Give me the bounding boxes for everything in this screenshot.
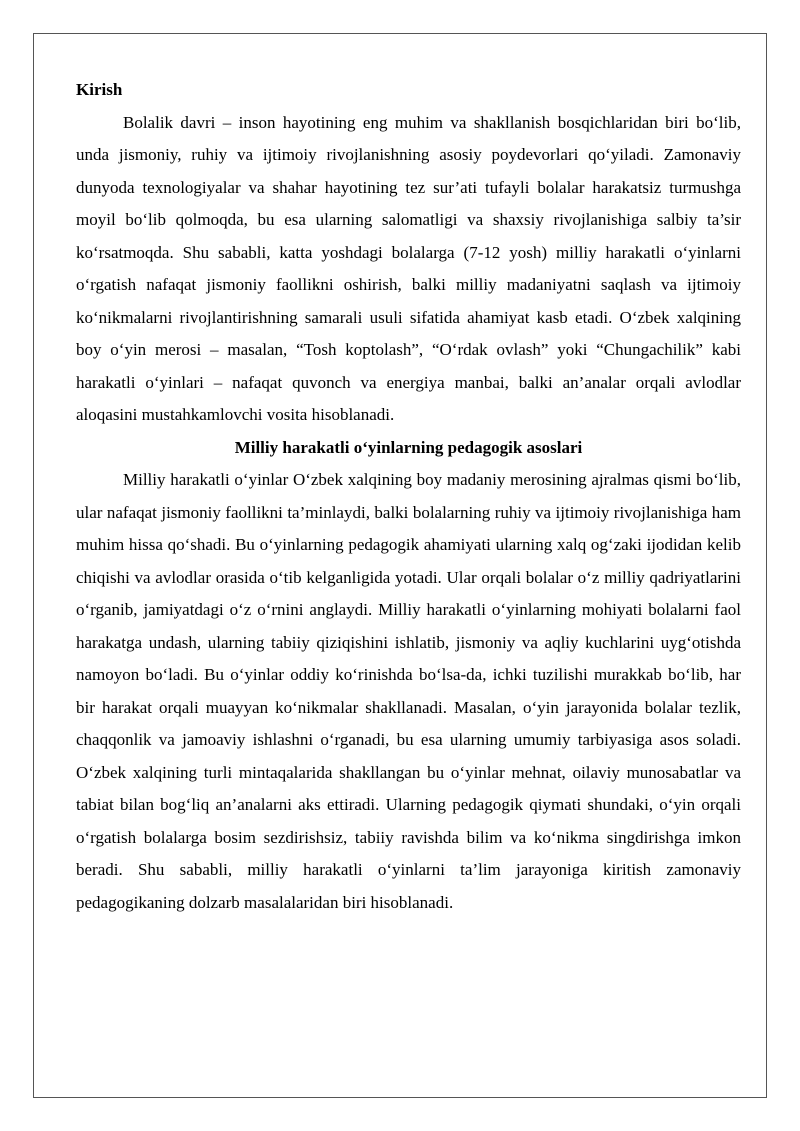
section-heading: Milliy harakatli o‘yinlarning pedagogik asoslari — [234, 437, 583, 457]
intro-paragraph: Bolalik davri – inson hayotining eng muhim va shakllanish bosqichlaridan biri bo‘lib, unda jismoniy, ruhiy va ijtimoiy rivojlanishning asosiy poydevorlari qo‘yiladi. Zamonaviy dunyoda texnologiyalar va shahar hayotining tez sur’ati tufayli bolalar harakatsiz turmushga moyil bo‘lib qolmoqda, bu esa ularning salomatligi va shaxsiy rivojlanishiga salbiy ta’sir ko‘rsatmoqda. Shu sababli, katta yoshdagi bolalarga (7-12 yosh) milliy harakatli o‘yinlarni o‘rgatish nafaqat jismoniy faollikni oshirish, balki milliy madaniyatni saqlash va ijtimoiy ko‘nikmalarni rivojlantirishning samarali usuli sifatida ahamiyat kasb etadi. O‘zbek xalqining boy o‘yin merosi – masalan, “Tosh koptolash”, “O‘rdak ovlash” yoki “Chungachilik” kabi harakatli o‘yinlari – nafaqat quvonch va energiya manbai, balki an’analar orqali avlodlar aloqasini mustahkamlovchi vosita hisoblanadi. — [76, 112, 741, 424]
document-body — [76, 74, 741, 919]
intro-heading: Kirish — [76, 80, 123, 99]
section-paragraph: Milliy harakatli o‘yinlar O‘zbek xalqining boy madaniy merosining ajralmas qismi bo‘lib, ular nafaqat jismoniy faollikni ta’minlaydi, balki bolalarning ruhiy va ijtimoiy rivojlanishiga ham muhim hissa qo‘shadi. Bu o‘yinlarning pedagogik ahamiyati ularning xalq og‘zaki ijodidan kelib chiqishi va avlodlar orasida o‘tib kelganligida yotadi. Ular orqali bolalar o‘z milliy qadriyatlarini o‘rganib, jamiyatdagi o‘z o‘rnini anglaydi. Milliy harakatli o‘yinlarning mohiyati bolalarni faol harakatga undash, ularning tabiiy qiziqishini ishlatib, jismoniy va aqliy kuchlarini uyg‘otishda namoyon bo‘ladi. Bu o‘yinlar oddiy ko‘rinishda bo‘lsa-da, ichki tuzilishi murakkab bo‘lib, har bir harakat orqali muayyan ko‘nikmalar shakllanadi. Masalan, o‘yin jarayonida bolalar tezlik, chaqqonlik va jamoaviy ishlashni o‘rganadi, bu esa ularning umumiy tarbiyasiga asos soladi. O‘zbek xalqining turli mintaqalarida shakllangan bu o‘yinlar mehnat, oilaviy munosabatlar va tabiat bilan bog‘liq an’analarni aks ettiradi. Ularning pedagogik qiymati shundaki, o‘yin orqali o‘rgatish bolalarga bosim sezdirishsiz, tabiiy ravishda bilim va ko‘nikma singdirishga imkon beradi. Shu sababli, milliy harakatli o‘yinlarni ta’lim jarayoniga kiritish zamonaviy pedagogikaning dolzarb masalalaridan biri hisoblanadi. — [76, 470, 741, 912]
